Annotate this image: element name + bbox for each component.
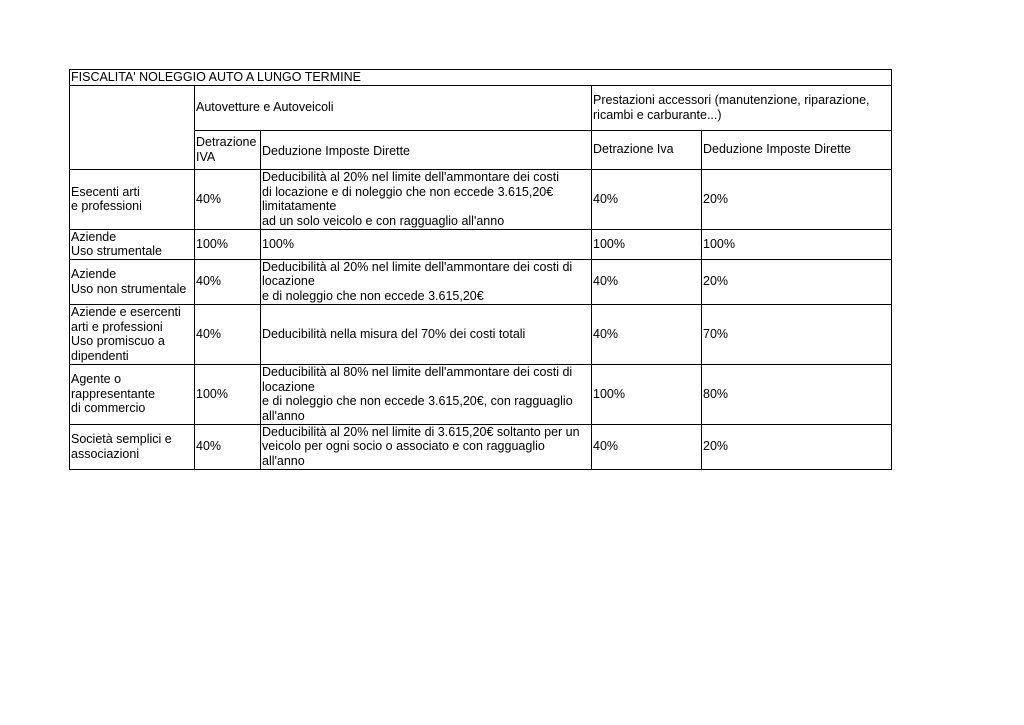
table-row — [70, 424, 892, 469]
header-empty-cell — [70, 85, 195, 169]
row-detrazione-iva: 100% — [195, 364, 261, 424]
header-prest-detrazione-iva: Detrazione Iva — [592, 130, 702, 169]
row-prest-deduzione: 100% — [702, 229, 892, 259]
row-category: Esecenti arti e professioni — [70, 169, 195, 229]
row-deduzione: Deducibilità al 80% nel limite dell'ammontare dei costi di locazione e di noleggio che non eccede 3.615,20€, con ragguaglio all'anno — [261, 364, 592, 424]
row-category: Aziende e esercenti arti e professioni Uso promiscuo a dipendenti — [70, 304, 195, 364]
row-deduzione: Deducibilità al 20% nel limite di 3.615,20€ soltanto per un veicolo per ogni socio o associato e con ragguaglio all'anno — [261, 424, 592, 469]
fiscal-table — [69, 69, 892, 470]
header-detrazione-iva: Detrazione IVA — [195, 130, 261, 169]
table-row — [70, 169, 892, 229]
row-category: Società semplici e associazioni — [70, 424, 195, 469]
row-category: Aziende Uso strumentale — [70, 229, 195, 259]
row-detrazione-iva: 40% — [195, 259, 261, 304]
table-title: FISCALITA' NOLEGGIO AUTO A LUNGO TERMINE — [70, 70, 892, 86]
row-detrazione-iva: 40% — [195, 169, 261, 229]
table-row — [70, 259, 892, 304]
row-detrazione-iva: 40% — [195, 424, 261, 469]
header-prestazioni: Prestazioni accessori (manutenzione, riparazione, ricambi e carburante...) — [592, 85, 892, 130]
row-prest-deduzione: 70% — [702, 304, 892, 364]
header-autovetture: Autovetture e Autoveicoli — [195, 85, 592, 130]
title-row — [70, 70, 892, 86]
row-prest-deduzione: 80% — [702, 364, 892, 424]
row-prest-iva: 100% — [592, 229, 702, 259]
row-prest-iva: 40% — [592, 304, 702, 364]
row-deduzione: Deducibilità al 20% nel limite dell'ammontare dei costi di locazione e di noleggio che non eccede 3.615,20€ — [261, 259, 592, 304]
row-detrazione-iva: 40% — [195, 304, 261, 364]
table-row — [70, 364, 892, 424]
row-prest-iva: 40% — [592, 424, 702, 469]
row-prest-iva: 40% — [592, 169, 702, 229]
row-deduzione: Deducibilità al 20% nel limite dell'ammontare dei costi di locazione e di noleggio che non eccede 3.615,20€ limitatamente ad un solo veicolo e con ragguaglio all'anno — [261, 169, 592, 229]
group-header-row — [70, 85, 892, 130]
row-prest-iva: 40% — [592, 259, 702, 304]
header-deduzione-imposte: Deduzione Imposte Dirette — [261, 130, 592, 169]
table-row — [70, 229, 892, 259]
row-prest-deduzione: 20% — [702, 424, 892, 469]
row-prest-deduzione: 20% — [702, 169, 892, 229]
row-prest-deduzione: 20% — [702, 259, 892, 304]
row-category: Agente o rappresentante di commercio — [70, 364, 195, 424]
row-deduzione: Deducibilità nella misura del 70% dei costi totali — [261, 304, 592, 364]
table-row — [70, 304, 892, 364]
header-prest-deduzione-imposte: Deduzione Imposte Dirette — [702, 130, 892, 169]
row-deduzione: 100% — [261, 229, 592, 259]
row-category: Aziende Uso non strumentale — [70, 259, 195, 304]
row-detrazione-iva: 100% — [195, 229, 261, 259]
row-prest-iva: 100% — [592, 364, 702, 424]
